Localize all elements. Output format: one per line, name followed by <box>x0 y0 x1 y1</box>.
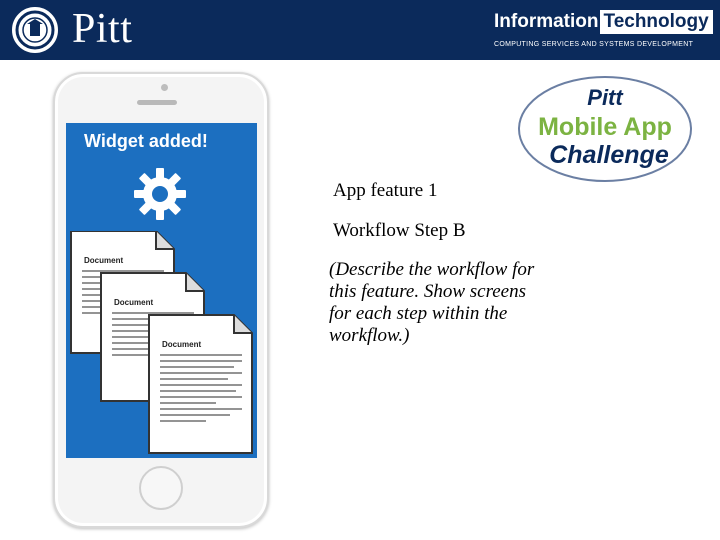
it-logo-part2: Technology <box>600 10 713 34</box>
mobile-app-challenge-logo <box>517 75 693 183</box>
document-icon <box>149 315 252 453</box>
home-button <box>139 466 183 510</box>
svg-text:Document: Document <box>84 256 124 265</box>
svg-text:Document: Document <box>114 298 154 307</box>
feature-title: App feature 1 <box>333 180 438 201</box>
documents-illustration <box>66 231 257 458</box>
brand-wordmark: Pitt <box>72 6 133 52</box>
phone-screen <box>66 123 257 458</box>
workflow-step-heading: Workflow Step B <box>333 220 466 241</box>
workflow-description: (Describe the workflow for this feature. Show screens for each step within the workflow.) <box>329 259 535 346</box>
challenge-logo-line1: Pitt <box>587 85 623 110</box>
it-logo-part1: Information <box>494 11 599 32</box>
challenge-logo-line3: Challenge <box>549 141 669 169</box>
gear-icon <box>132 166 188 222</box>
screen-title: Widget added! <box>84 131 208 151</box>
camera-icon <box>161 84 168 91</box>
svg-text:Document: Document <box>162 340 202 349</box>
it-logo <box>494 9 713 35</box>
challenge-logo-line2: Mobile App <box>538 113 672 141</box>
header-bar <box>0 0 720 60</box>
university-seal-icon <box>12 7 58 53</box>
speaker-grille <box>137 100 177 105</box>
it-logo-subtitle: COMPUTING SERVICES AND SYSTEMS DEVELOPMENT <box>494 41 694 48</box>
